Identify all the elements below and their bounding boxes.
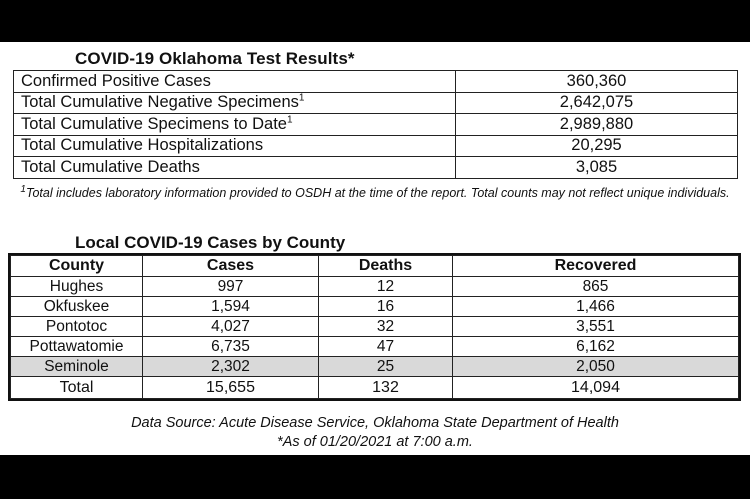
- total-row: [11, 377, 739, 399]
- cell: 47: [319, 337, 453, 357]
- column-header: Deaths: [319, 256, 453, 277]
- cell: 15,655: [143, 377, 319, 399]
- cell: Okfuskee: [11, 297, 143, 317]
- row-value: 20,295: [456, 135, 738, 157]
- row-value: 2,989,880: [456, 114, 738, 136]
- cell: 25: [319, 357, 453, 377]
- source-line: Data Source: Acute Disease Service, Oklahoma State Department of Health: [131, 415, 619, 431]
- table-row: [11, 317, 739, 337]
- cell: 2,302: [143, 357, 319, 377]
- row-value: 2,642,075: [456, 92, 738, 114]
- column-header: Recovered: [453, 256, 739, 277]
- cell: 132: [319, 377, 453, 399]
- row-label: Total Cumulative Specimens to Date$^1$: [14, 114, 456, 136]
- cell: 14,094: [453, 377, 739, 399]
- table-row: [14, 157, 738, 179]
- as-of-line: *As of 01/20/2021 at 7:00 a.m.: [277, 434, 473, 450]
- footnote: $^1$Total includes laboratory information provided to OSDH at the time of the report. Total counts may not reflect unique individuals.: [20, 183, 730, 200]
- cell: 4,027: [143, 317, 319, 337]
- table-row: [11, 337, 739, 357]
- table-header-row: [11, 256, 739, 277]
- cell: 2,050: [453, 357, 739, 377]
- column-header: County: [11, 256, 143, 277]
- table-row: [11, 357, 739, 377]
- cell: 6,162: [453, 337, 739, 357]
- row-label: Confirmed Positive Cases: [14, 71, 456, 93]
- cell: 6,735: [143, 337, 319, 357]
- content-panel: [0, 42, 750, 455]
- cell: Pottawatomie: [11, 337, 143, 357]
- row-label: Total Cumulative Deaths: [14, 157, 456, 179]
- test-results-title: COVID-19 Oklahoma Test Results*: [75, 49, 355, 68]
- cell: 1,594: [143, 297, 319, 317]
- table-row: [14, 114, 738, 136]
- table-row: [14, 135, 738, 157]
- county-title: Local COVID-19 Cases by County: [75, 233, 346, 252]
- cell: 32: [319, 317, 453, 337]
- row-label: Total Cumulative Hospitalizations: [14, 135, 456, 157]
- cell: Seminole: [11, 357, 143, 377]
- test-results-table: [13, 70, 738, 179]
- cell: Total: [11, 377, 143, 399]
- cell: 12: [319, 277, 453, 297]
- cell: 997: [143, 277, 319, 297]
- row-value: 360,360: [456, 71, 738, 93]
- county-table: [10, 255, 739, 399]
- table-row: [11, 277, 739, 297]
- row-value: 3,085: [456, 157, 738, 179]
- cell: 3,551: [453, 317, 739, 337]
- row-label: Total Cumulative Negative Specimens$^1$: [14, 92, 456, 114]
- cell: 1,466: [453, 297, 739, 317]
- cell: Pontotoc: [11, 317, 143, 337]
- cell: 16: [319, 297, 453, 317]
- table-row: [14, 71, 738, 93]
- data-source-note: [0, 414, 750, 452]
- table-row: [11, 297, 739, 317]
- table-row: [14, 92, 738, 114]
- cell: Hughes: [11, 277, 143, 297]
- column-header: Cases: [143, 256, 319, 277]
- cell: 865: [453, 277, 739, 297]
